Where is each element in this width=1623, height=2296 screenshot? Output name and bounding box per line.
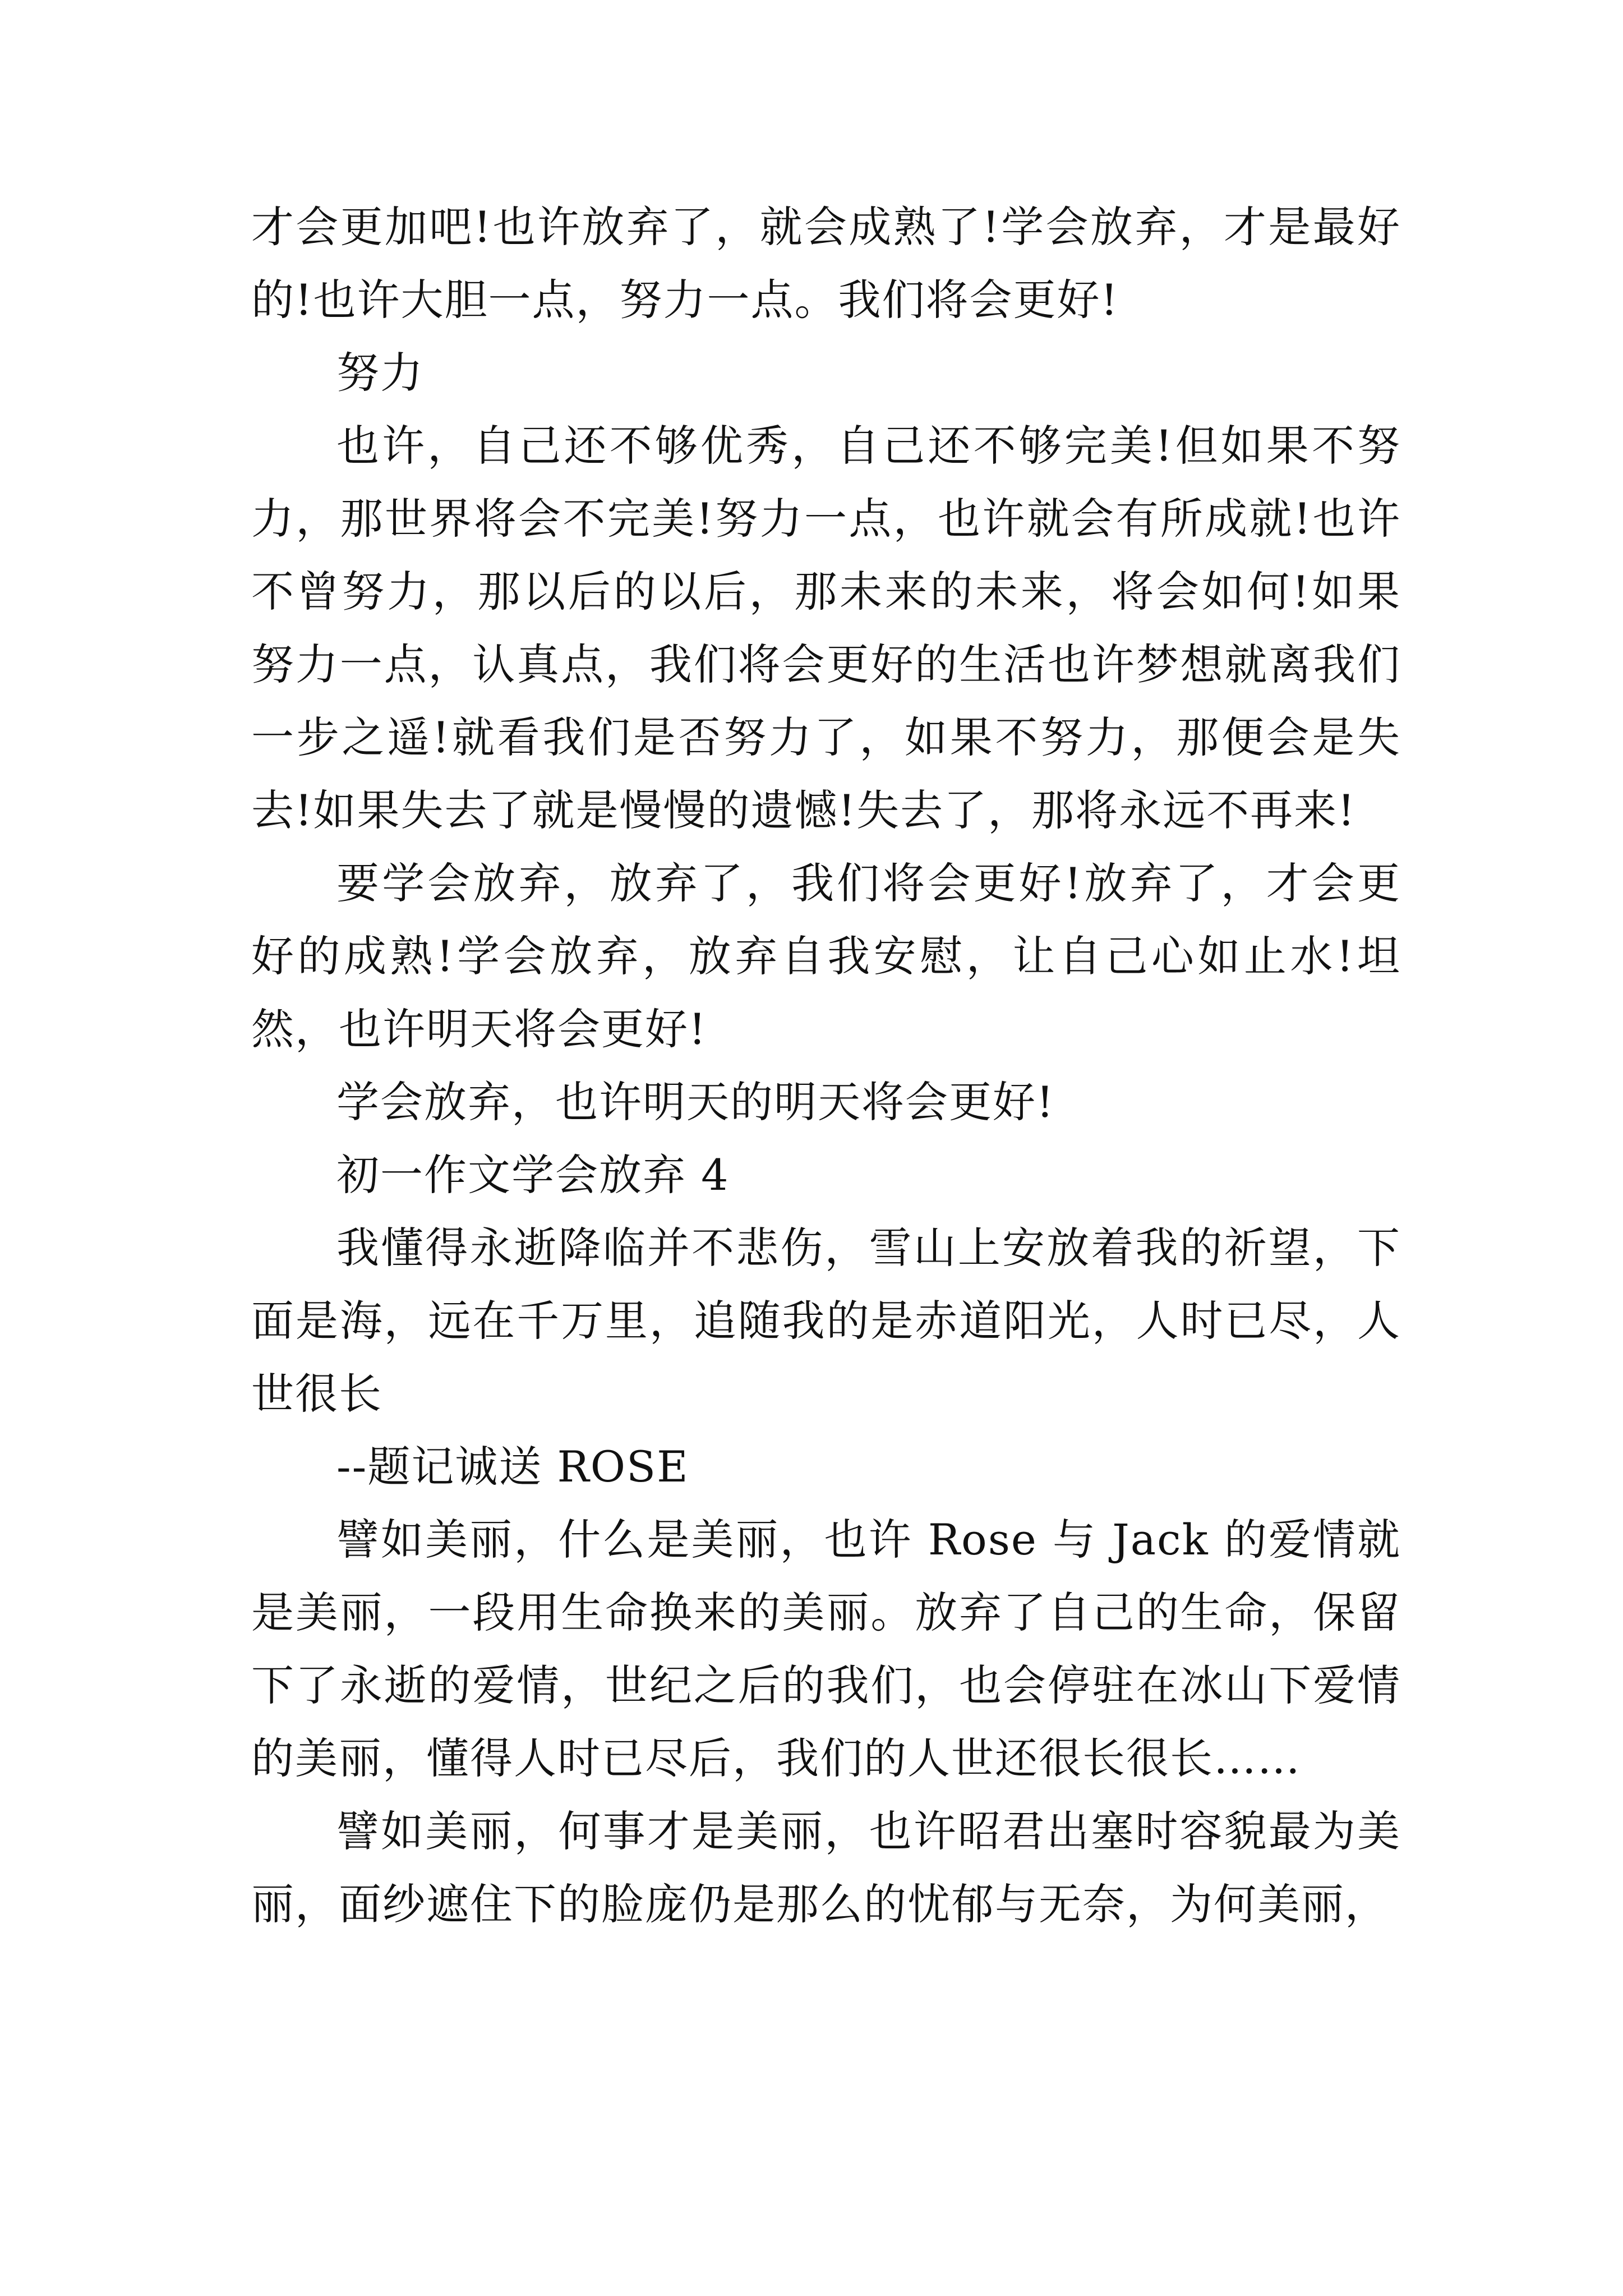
essay-title: 初一作文学会放弃 4 [336, 1150, 730, 1200]
paragraph-7: 譬如美丽，何事才是美丽，也许昭君出塞时容貌最为美丽，面纱遮住下的脸庞仍是那么的忧郁与无奈，为何美丽， [251, 1806, 1401, 1929]
paragraph-4: 学会放弃，也许明天的明天将会更好! [336, 1077, 1055, 1127]
paragraph-6: 譬如美丽，什么是美丽，也许 Rose 与 Jack 的爱情就是美丽，一段用生命换来的美丽。放弃了自己的生命，保留下了永逝的爱情，世纪之后的我们，也会停驻在冰山下爱情的美丽，懂得人时已尽后，我们的人世还很长很长…… [251, 1515, 1401, 1783]
document-page [251, 191, 1401, 1941]
epigraph-attribution: --题记诚送 ROSE [336, 1442, 689, 1492]
section-heading-effort: 努力 [336, 348, 424, 398]
paragraph-1: 才会更加吧!也许放弃了，就会成熟了!学会放弃，才是最好的!也许大胆一点，努力一点。我们将会更好! [251, 202, 1401, 325]
paragraph-3: 要学会放弃，放弃了，我们将会更好!放弃了，才会更好的成熟!学会放弃，放弃自我安慰，让自己心如止水!坦然，也许明天将会更好! [251, 858, 1401, 1054]
paragraph-2: 也许，自己还不够优秀，自己还不够完美!但如果不努力，那世界将会不完美!努力一点，也许就会有所成就!也许不曾努力，那以后的以后，那未来的未来，将会如何!如果努力一点，认真点，我们将会更好的生活也许梦想就离我们一步之遥!就看我们是否努力了，如果不努力，那便会是失去!如果失去了就是慢慢的遗憾!失去了，那将永远不再来! [251, 421, 1401, 835]
paragraph-5: 我懂得永逝降临并不悲伤，雪山上安放着我的祈望，下面是海，远在千万里，追随我的是赤道阳光，人时已尽，人世很长 [251, 1223, 1401, 1419]
